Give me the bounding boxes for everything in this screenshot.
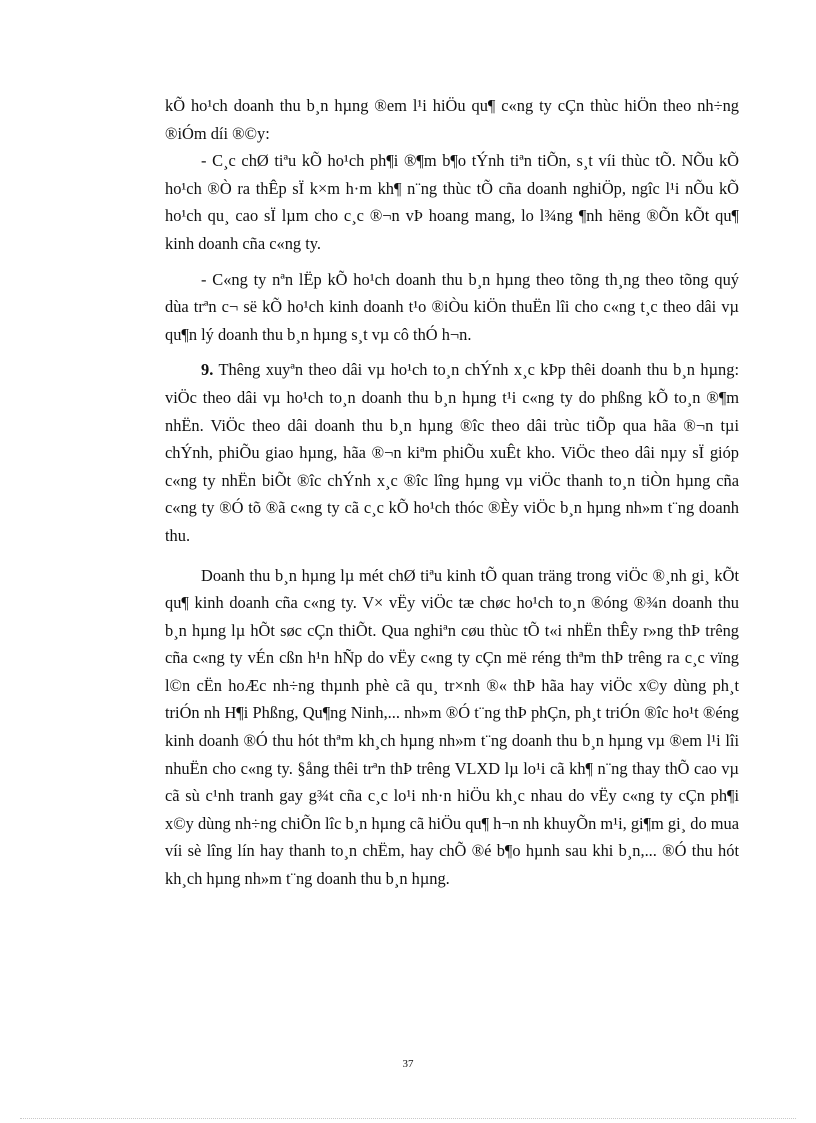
paragraph: kÕ ho¹ch doanh thu b¸n hµng ®em l¹i hiÖu qu¶ c«ng ty cÇn thùc hiÖn theo nh÷ng ®iÓm díi ®©y: xyxy=(165,96,739,143)
paragraph: Doanh thu b¸n hµng lµ mét chØ tiªu kinh tÕ quan träng trong viÖc ®¸nh gi¸ kÕt qu¶ kinh doanh cña c«ng ty. V× vËy viÖc tæ chøc ho¹ch to¸n ®óng ®¾n doanh thu b¸n hµng lµ hÕt søc cÇn thiÕt. Qua nghiªn cøu thùc tÕ t«i nhËn thÊy r»ng thÞ trêng cña c«ng ty vÉn cßn h¹n hÑp do vËy c«ng ty cÇn më réng thªm thÞ trêng ra c¸c vïng l©n cËn hoÆc nh÷ng thµnh phè cã qu¸ tr×nh ®« thÞ hãa hay viÖc x©y dùng ph¸t triÓn nh H¶i Phßng, Qu¶ng Ninh,... nh»m ®Ó t¨ng thÞ phÇn, ph¸t triÓn ®îc ho¹t ®éng kinh doanh ®Ó thu hót thªm kh¸ch hµng nh»m t¨ng doanh thu b¸n hµng vµ ®em l¹i lîi nhuËn cho c«ng ty. §ång thêi trªn thÞ trêng VLXD lµ lo¹i cã kh¶ n¨ng thay thÕ cao vµ cã sù c¹nh tranh gay g¾t cña c¸c lo¹i nh·n hiÖu kh¸c nhau do vËy c«ng ty cÇn ph¶i x©y dùng nh÷ng chiÕn lîc b¸n hµng cã hiÖu qu¶ h¬n nh khuyÕn m¹i, gi¶m gi¸ do mua víi sè lîng lín hay thanh to¸n chËm, hay chÕ ®é b¶o hµnh sau khi b¸n,... ®Ó thu hót kh¸ch hµng nh»m t¨ng doanh thu b¸n hµng. xyxy=(165,565,739,889)
body-text xyxy=(165,92,739,893)
paragraph: - C¸c chØ tiªu kÕ ho¹ch ph¶i ®¶m b¶o tÝnh tiªn tiÕn, s¸t víi thùc tÕ. NÕu kÕ ho¹ch ®Ò ra thÊp sÏ k×m h·m kh¶ n¨ng thùc tÕ cña doanh nghiÖp, ngîc l¹i nÕu kÕ ho¹ch qu¸ cao sÏ lµm cho c¸c ®¬n vÞ hoang mang, lo l¾ng ¶nh hëng ®Õn kÕt qu¶ kinh doanh cña c«ng ty. xyxy=(165,151,739,253)
paragraph: - C«ng ty nªn lËp kÕ ho¹ch doanh thu b¸n hµng theo tõng th¸ng theo tõng quý dùa trªn c¬ së kÕ ho¹ch kinh doanh t¹o ®iÒu kiÖn thuËn lîi cho c«ng t¸c theo dâi vµ qu¶n lý doanh thu b¸n hµng s¸t vµ cô thÓ h¬n. xyxy=(165,269,739,344)
paragraph-text: Thêng xuyªn theo dâi vµ ho¹ch to¸n chÝnh x¸c kÞp thêi doanh thu b¸n hµng: viÖc theo dâi vµ ho¹ch to¸n doanh thu b¸n hµng t¹i c«ng ty do phßng kÕ to¸n ®¶m nhËn. ViÖc theo dâi doanh thu b¸n hµng ®îc theo dâi trùc tiÕp qua hãa ®¬n tµi chÝnh, phiÕu giao hµng, hãa ®¬n kiªm phiÕu xuÊt kho. ViÖc theo dâi nµy sÏ gióp c«ng ty nhËn biÕt ®îc chÝnh x¸c ®îc lîng hµng vµ viÖc thanh to¸n tiÒn hµng cña c«ng ty ®Ó tõ ®ã c«ng ty cã c¸c kÕ ho¹ch thóc ®Èy viÖc b¸n hµng nh»m t¨ng doanh thu. xyxy=(165,360,739,545)
page-number: 37 xyxy=(402,1058,414,1070)
numbered-paragraph xyxy=(165,356,739,549)
page-bottom-divider xyxy=(20,1118,796,1119)
item-number: 9. xyxy=(201,360,214,380)
